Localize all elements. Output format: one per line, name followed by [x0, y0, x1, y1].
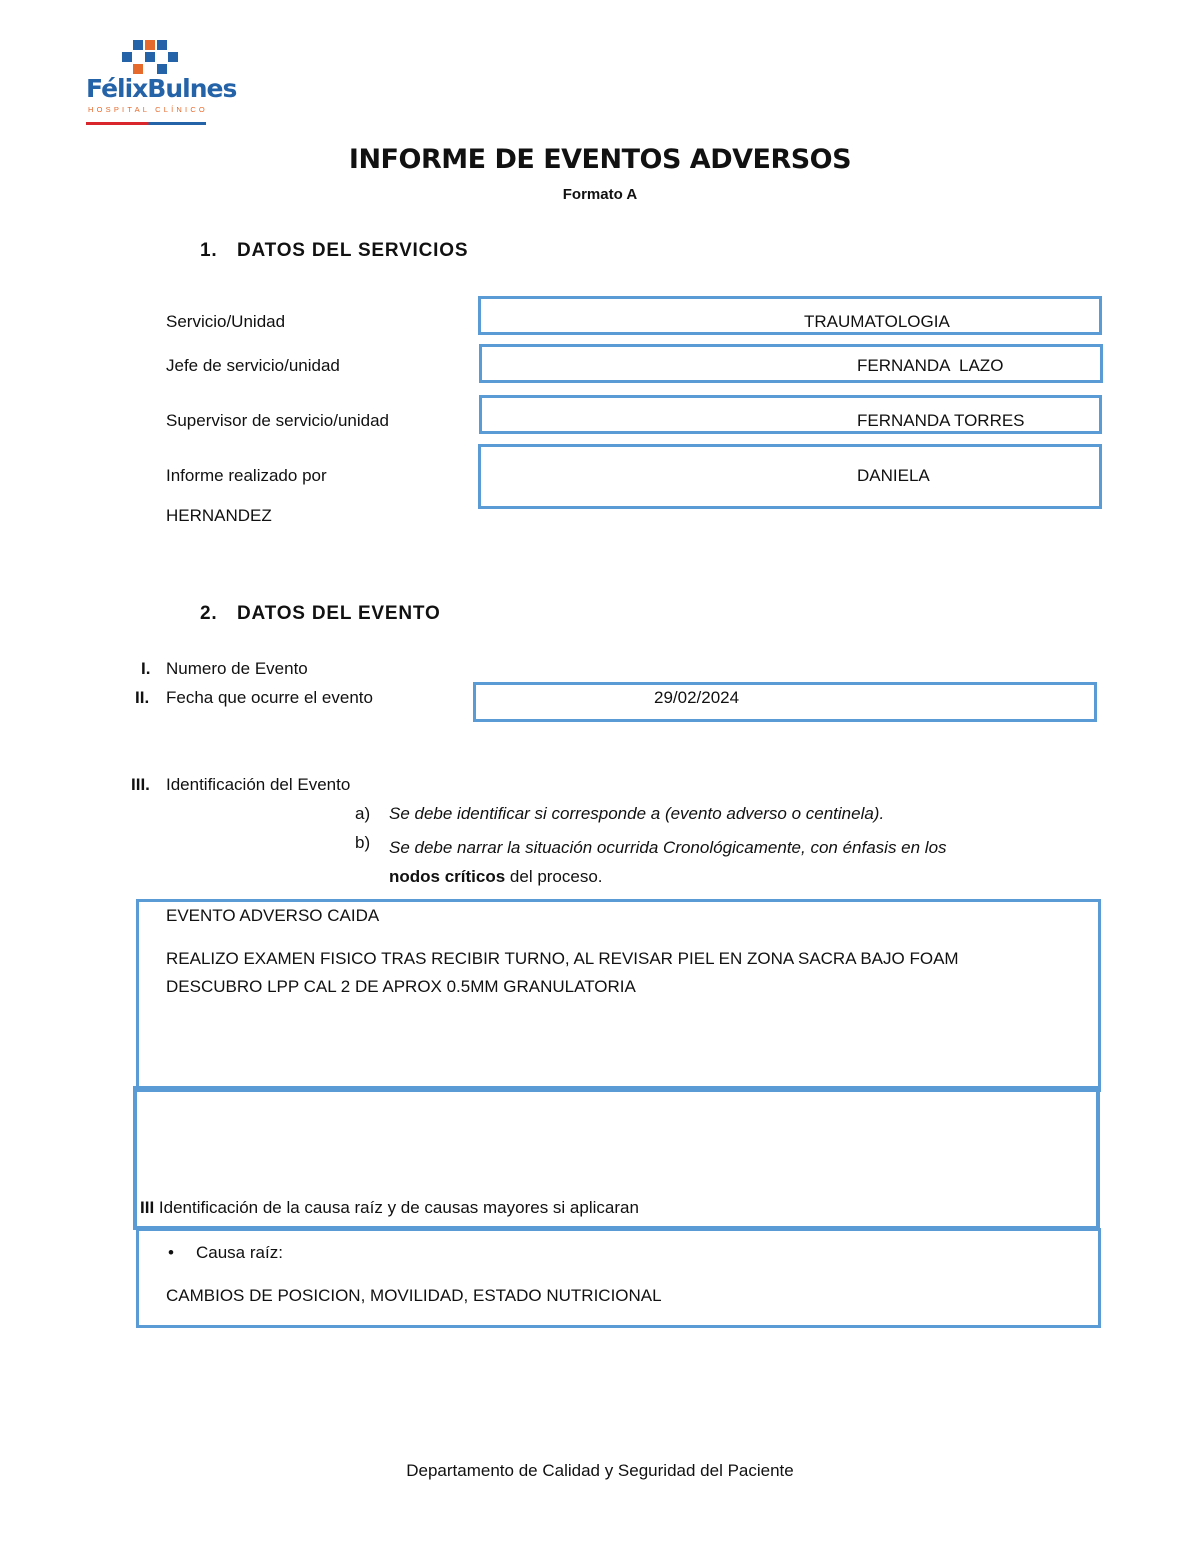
field-label-servicio: Servicio/Unidad: [166, 312, 286, 331]
logo-underline: [86, 122, 206, 125]
document-subtitle: Formato A: [562, 186, 638, 203]
section1-number: 1.: [200, 240, 218, 261]
document-title: INFORME DE EVENTOS ADVERSOS: [348, 144, 852, 175]
field-label-supervisor: Supervisor de servicio/unidad: [166, 411, 390, 430]
item1-label: Numero de Evento: [166, 659, 308, 678]
sub-b-bold: nodos críticos: [389, 867, 506, 886]
field-box-jefe: [479, 344, 1103, 383]
sub-a-marker: a): [355, 804, 371, 823]
field-label-informe: Informe realizado por: [166, 466, 327, 485]
logo-subtitle: HOSPITAL CLÍNICO: [88, 105, 208, 114]
sub-b-part2: del proceso.: [505, 867, 603, 886]
root-cause-value: CAMBIOS DE POSICION, MOVILIDAD, ESTADO NUTRICIONAL: [166, 1286, 662, 1305]
item2-numeral: II.: [135, 688, 150, 707]
item2-value: 29/02/2024: [654, 688, 740, 707]
root-cause-heading-text: Identificación de la causa raíz y de causas mayores si aplicaran: [154, 1198, 639, 1217]
root-cause-numeral: III: [140, 1198, 155, 1217]
item3-label: Identificación del Evento: [166, 775, 351, 794]
bullet-icon: •: [168, 1243, 174, 1262]
narrative-line2: REALIZO EXAMEN FISICO TRAS RECIBIR TURNO, AL REVISAR PIEL EN ZONA SACRA BAJO FOAM: [166, 949, 959, 968]
field-value-informe: DANIELA: [857, 466, 930, 485]
item3-numeral: III.: [131, 775, 150, 794]
section2-number: 2.: [200, 603, 218, 624]
logo-name: FélixBulnes: [86, 74, 237, 103]
footer-text: Departamento de Calidad y Seguridad del Paciente: [406, 1461, 794, 1480]
root-cause-label: Causa raíz:: [196, 1243, 283, 1262]
item1-numeral: I.: [141, 659, 151, 678]
field-box-servicio: [478, 296, 1102, 335]
field-box-informe: [478, 444, 1102, 509]
sub-b-part1: Se debe narrar la situación ocurrida Cronológicamente, con énfasis en los: [389, 838, 947, 857]
section1-heading: DATOS DEL SERVICIOS: [237, 240, 469, 261]
field-value-informe-overflow: HERNANDEZ: [166, 506, 272, 525]
item2-label: Fecha que ocurre el evento: [166, 688, 373, 707]
section2-heading: DATOS DEL EVENTO: [237, 603, 441, 624]
field-value-supervisor: FERNANDA TORRES: [857, 411, 1025, 430]
date-box: [473, 682, 1097, 722]
checkered-cross-icon: [119, 40, 179, 76]
root-cause-heading: [140, 1198, 639, 1218]
field-label-jefe: Jefe de servicio/unidad: [166, 356, 340, 375]
field-value-jefe: FERNANDA LAZO: [857, 356, 1004, 375]
narrative-line1: EVENTO ADVERSO CAIDA: [166, 906, 380, 925]
sub-b-text: [389, 833, 1069, 891]
hospital-logo: [86, 40, 237, 130]
sub-a-text: Se debe identificar si corresponde a (evento adverso o centinela).: [389, 804, 885, 823]
sub-b-marker: b): [355, 833, 371, 852]
narrative-line3: DESCUBRO LPP CAL 2 DE APROX 0.5MM GRANULATORIA: [166, 977, 636, 996]
field-value-servicio: TRAUMATOLOGIA: [804, 312, 950, 331]
